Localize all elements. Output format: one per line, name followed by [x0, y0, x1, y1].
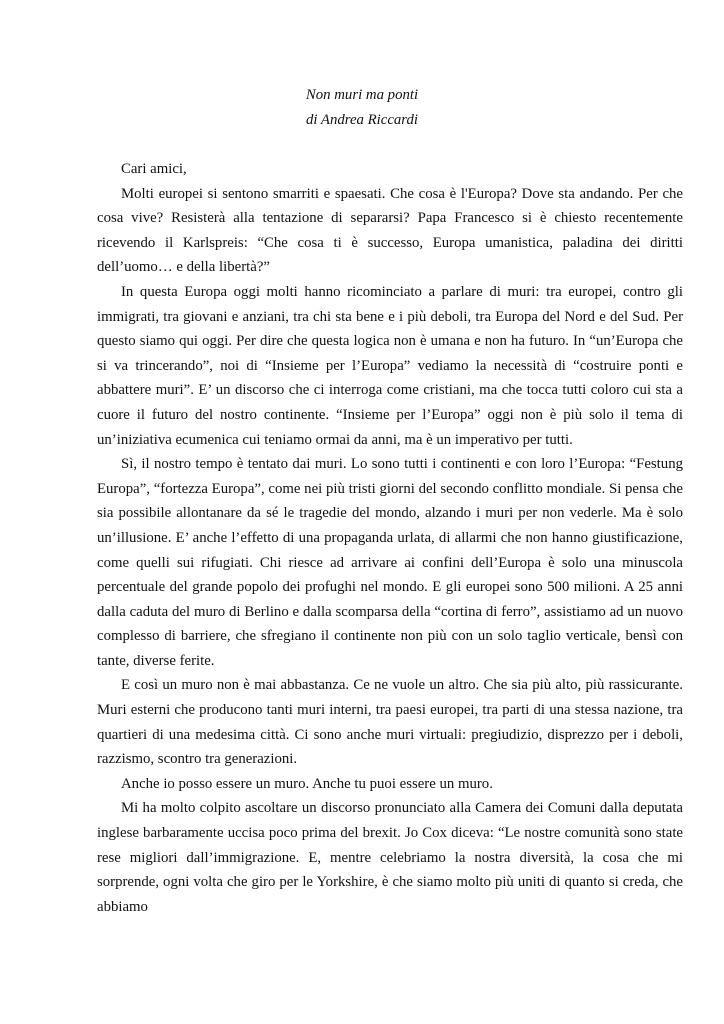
paragraph: In questa Europa oggi molti hanno ricominciato a parlare di muri: tra europei, contro gli immigrati, tra giovani e anziani, tra chi sta bene e i più deboli, tra Europa del Nord e del Sud. Per questo siamo qui oggi. Per dire che questa logica non è umana e non ha futuro. In “un’Europa che si va trincerando”, noi di “Insieme per l’Europa” vediamo la necessità di “costruire ponti e abbattere muri”. E’ un discorso che ci interroga come cristiani, ma che tocca tutti coloro cui sta a cuore il futuro del nostro continente. “Insieme per l’Europa” oggi non è più solo il tema di un’iniziativa ecumenica cui teniamo ormai da anni, ma è un imperativo per tutti. — [97, 283, 683, 448]
paragraph-salutation: Cari amici, — [121, 161, 187, 177]
paragraph: E così un muro non è mai abbastanza. Ce ne vuole un altro. Che sia più alto, più rassicurante. Muri esterni che producono tanti muri interni, tra paesi europei, tra parti di una stessa nazione, tra quartieri di una medesima città. Ci sono anche muri virtuali: pregiudizio, disprezzo per i deboli, razzismo, scontro tra generazioni. — [97, 677, 683, 768]
paragraph: Molti europei si sentono smarriti e spaesati. Che cosa è l'Europa? Dove sta andando. Per che cosa vive? Resisterà alla tentazione di separarsi? Papa Francesco si è chiesto recentemente ricevendo il Karlspreis: “Che cosa ti è successo, Europa umanistica, paladina dei diritti dell’uomo… e della libertà?” — [97, 185, 683, 276]
title-block — [0, 83, 724, 133]
document-title: Non muri ma ponti — [305, 87, 419, 103]
paragraph: Mi ha molto colpito ascoltare un discorso pronunciato alla Camera dei Comuni dalla deputata inglese barbaramente uccisa poco prima del brexit. Jo Cox diceva: “Le nostre comunità sono state rese migliori dall’immigrazione. E, mentre celebriamo la nostra diversità, la cosa che mi sorprende, ogni volta che giro per le Yorkshire, è che siamo molto più uniti di quanto si creda, che abbiamo — [97, 800, 683, 915]
document-body — [97, 157, 683, 919]
paragraph: Sì, il nostro tempo è tentato dai muri. Lo sono tutti i continenti e con loro l’Europa: “Festung Europa”, “fortezza Europa”, come nei più tristi giorni del secondo conflitto mondiale. Si pensa che sia possibile allontanare da sé le tragedie del mondo, alzando i muri per non vederle. Ma è solo un’illusione. E’ anche l’effetto di una propaganda urlata, di allarmi che non hanno giustificazione, come quelli sui rifugiati. Chi riesce ad arrivare ai confini dell’Europa è solo una minuscola percentuale del grande popolo dei profughi nel mondo. E gli europei sono 500 milioni. A 25 anni dalla caduta del muro di Berlino e dalla scomparsa della “cortina di ferro”, assistiamo ad un nuovo complesso di barriere, che sfregiano il continente non più con un solo taglio verticale, bensì con tante, diverse ferite. — [97, 456, 683, 669]
document-author: di Andrea Riccardi — [305, 112, 419, 128]
paragraph: Anche io posso essere un muro. Anche tu puoi essere un muro. — [121, 775, 493, 792]
